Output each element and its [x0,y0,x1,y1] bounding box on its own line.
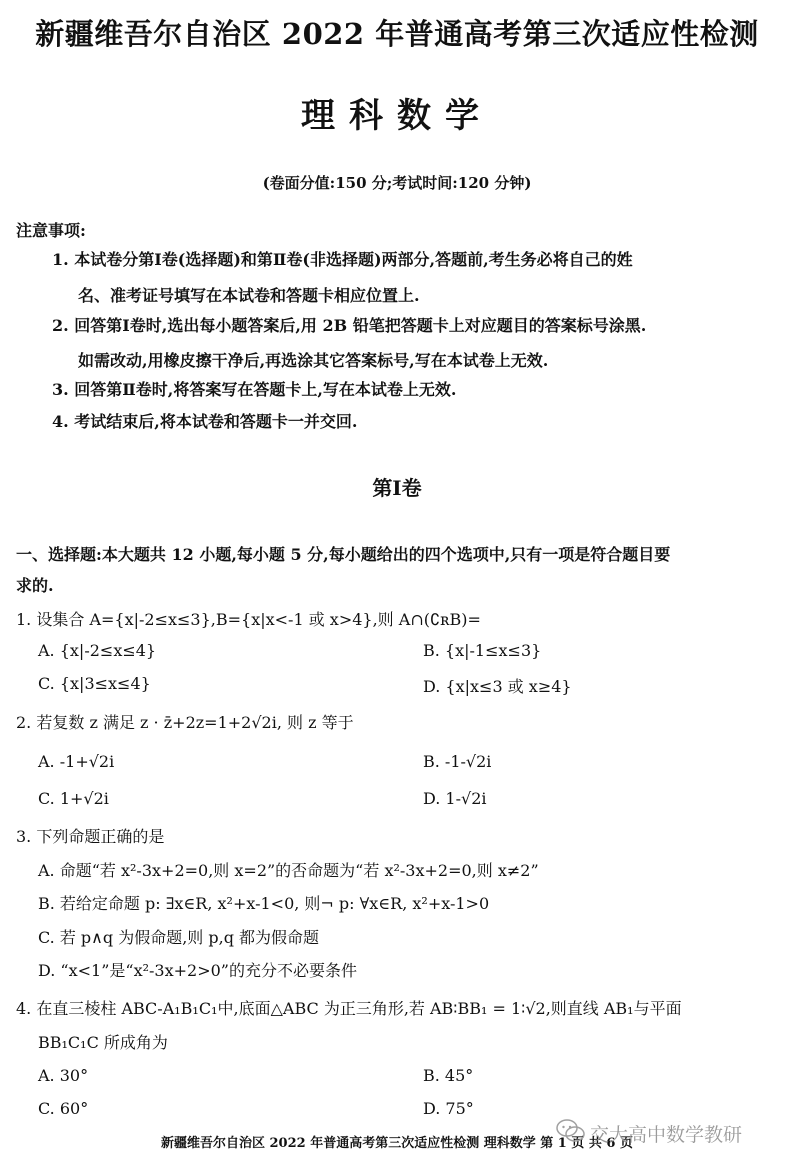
notice-item: 4. 考试结束后,将本试卷和答题卡一并交回. [52,412,358,431]
notice-title: 注意事项: [16,221,86,240]
q4-option-a: A. 30° [38,1066,89,1085]
page-footer: 新疆维吾尔自治区 2022 年普通高考第三次适应性检测 理科数学 第 1 页 共 6 页 [160,1136,633,1151]
volume-title: 第Ⅰ卷 [372,476,422,500]
question-4-stem: BB₁C₁C 所成角为 [38,1033,168,1052]
q3-option-c: C. 若 p∧q 为假命题,则 p,q 都为假命题 [38,928,320,947]
section-heading: 一、选择题:本大题共 12 小题,每小题 5 分,每小题给出的四个选项中,只有一项是符合题目要 [16,545,671,564]
q2-option-b: B. -1-√2i [423,752,492,771]
q1-option-b: B. {x|-1≤x≤3} [423,641,542,660]
q1-option-a: A. {x|-2≤x≤4} [38,641,157,660]
section-heading: 求的. [16,576,54,595]
q3-option-b: B. 若给定命题 p: ∃x∈R, x²+x-1<0, 则¬ p: ∀x∈R, x²+x-1>0 [38,894,490,913]
notice-item: 如需改动,用橡皮擦干净后,再选涂其它答案标号,写在本试卷上无效. [78,351,549,370]
q1-option-c: C. {x|3≤x≤4} [38,674,151,693]
score-info: (卷面分值:150 分;考试时间:120 分钟) [262,174,532,192]
notice-item: 1. 本试卷分第Ⅰ卷(选择题)和第Ⅱ卷(非选择题)两部分,答题前,考生务必将自己的姓 [52,250,633,269]
question-2-stem: 2. 若复数 z 满足 z · z̄+2z=1+2√2i, 则 z 等于 [16,713,354,732]
watermark-text: 交大高中数学教研 [590,1124,743,1146]
q2-option-a: A. -1+√2i [38,752,115,771]
q3-option-a: A. 命题“若 x²-3x+2=0,则 x=2”的否命题为“若 x²-3x+2=0,则 x≠2” [38,861,539,880]
q4-option-d: D. 75° [423,1099,474,1118]
question-3-stem: 3. 下列命题正确的是 [16,827,165,846]
q4-option-c: C. 60° [38,1099,89,1118]
q2-option-c: C. 1+√2i [38,789,109,808]
notice-item: 3. 回答第Ⅱ卷时,将答案写在答题卡上,写在本试卷上无效. [52,380,457,399]
notice-item: 2. 回答第Ⅰ卷时,选出每小题答案后,用 2B 铅笔把答题卡上对应题目的答案标号涂黑. [52,316,647,335]
question-4-stem: 4. 在直三棱柱 ABC-A₁B₁C₁中,底面△ABC 为正三角形,若 AB∶BB₁ = 1∶√2,则直线 AB₁与平面 [16,999,682,1018]
q1-option-d: D. {x|x≤3 或 x≥4} [423,677,572,696]
q2-option-d: D. 1-√2i [423,789,487,808]
question-1-stem: 1. 设集合 A={x|-2≤x≤3},B={x|x<-1 或 x>4},则 A∩(∁ʀB)= [16,610,481,629]
notice-item: 名、准考证号填写在本试卷和答题卡相应位置上. [78,286,420,305]
q4-option-b: B. 45° [423,1066,474,1085]
subject-title: 理科数学 [301,96,493,136]
page-title: 新疆维吾尔自治区 2022 年普通高考第三次适应性检测 [35,17,759,51]
wechat-icon [556,1118,586,1144]
q3-option-d: D. “x<1”是“x²-3x+2>0”的充分不必要条件 [38,961,357,980]
